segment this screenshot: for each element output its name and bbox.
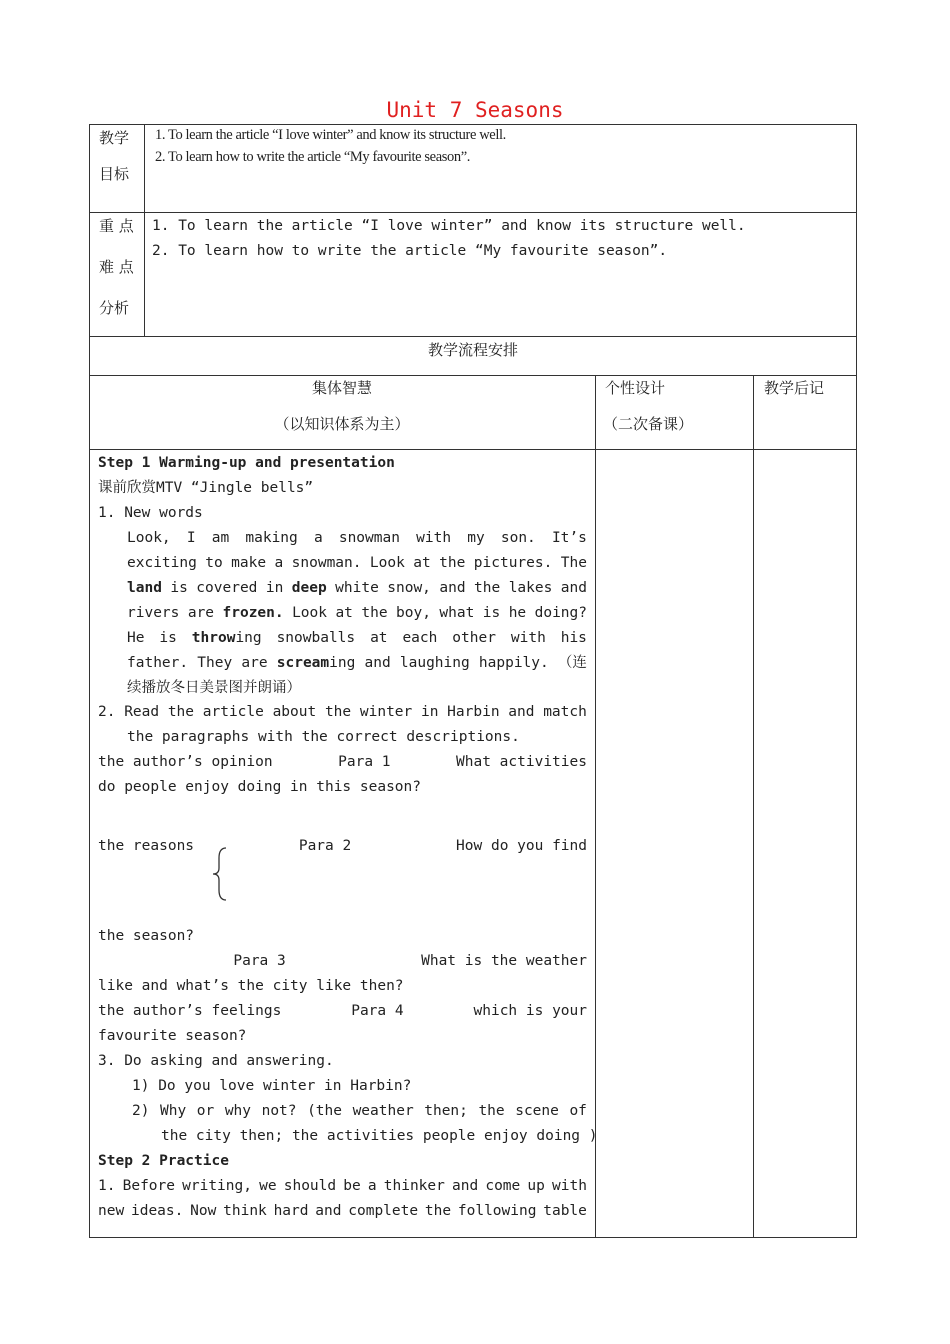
word: father. (127, 655, 189, 671)
word: or (196, 1103, 215, 1119)
word: the (439, 555, 466, 571)
paragraph-end: 续播放冬日美景图并朗诵） (127, 680, 301, 696)
word: Harbin (447, 704, 500, 720)
word: screaming (276, 655, 356, 671)
word: 1. (98, 1178, 116, 1194)
keypoint-item: 1. To learn the article “I love winter” and know its structure well. (152, 218, 746, 234)
word: Why (160, 1103, 187, 1119)
column-divider (595, 375, 596, 1237)
word: doing? (534, 605, 587, 621)
word: white (335, 580, 379, 596)
word: and (560, 580, 587, 596)
word: complete (348, 1203, 419, 1219)
word: Now (190, 1203, 217, 1219)
row-divider (89, 375, 857, 376)
word: are (187, 605, 215, 621)
word: a (274, 555, 284, 571)
word: （连 (557, 655, 587, 671)
word: a (313, 530, 323, 546)
word: not? (261, 1103, 297, 1119)
col1-subtitle: （以知识体系为主） (274, 415, 410, 433)
word: think (223, 1203, 267, 1219)
table-border-right (856, 124, 857, 1237)
match-row-1 (98, 752, 587, 772)
word: match (543, 704, 587, 720)
word: should (283, 1178, 337, 1194)
word: writing, (182, 1178, 252, 1194)
col2-subtitle: （二次备课） (603, 415, 694, 433)
keypoints-label-2: 难 点 (99, 258, 134, 276)
word: my (467, 530, 485, 546)
word: snowballs (276, 630, 356, 646)
document-title: Unit 7 Seasons (386, 98, 564, 122)
word: It’s (551, 530, 587, 546)
word: of (569, 1103, 587, 1119)
intro-line: 课前欣赏MTV “Jingle bells” (98, 480, 314, 496)
word: new (98, 1203, 125, 1219)
objective-item: 1. To learn the article “I love winter” and know its structure well. (155, 127, 506, 143)
paragraph-line (127, 553, 587, 573)
word: land (127, 580, 162, 596)
word: 2) (132, 1103, 150, 1119)
word: with (510, 630, 546, 646)
word: at (370, 630, 388, 646)
objectives-label-2: 目标 (99, 165, 130, 183)
keypoints-label-3: 分析 (99, 299, 130, 317)
process-heading: 教学流程安排 (427, 341, 518, 359)
word: be (343, 1178, 361, 1194)
word: ideas. (130, 1203, 184, 1219)
word: boy, (396, 605, 431, 621)
word: we (259, 1178, 277, 1194)
word: making (245, 530, 298, 546)
keypoints-label-1: 重 点 (99, 217, 134, 235)
paragraph-line (127, 528, 587, 548)
paragraph-line (127, 578, 587, 598)
label-column-divider (144, 124, 145, 336)
word: at (335, 605, 353, 621)
word: are (241, 655, 268, 671)
word: Look (369, 555, 405, 571)
word: I (186, 530, 196, 546)
word: pictures. (473, 555, 553, 571)
word: hard (273, 1203, 309, 1219)
word: throwing (191, 630, 262, 646)
word: snow, (387, 580, 431, 596)
word: other (452, 630, 496, 646)
row-divider (89, 336, 857, 337)
item2-line (98, 702, 587, 722)
match-row-3b: like and what’s the city like then? (98, 978, 404, 994)
word: and (508, 704, 535, 720)
question-2b: the city then; the activities people enjoy doing ) (161, 1128, 598, 1144)
word: which is your (473, 1003, 587, 1019)
word: son. (500, 530, 536, 546)
word: to (205, 555, 223, 571)
word: and (452, 1178, 479, 1194)
word: laughing (399, 655, 470, 671)
word: is (159, 630, 177, 646)
word: with (416, 530, 452, 546)
item1-new-words: 1. New words (98, 505, 203, 521)
word: come (485, 1178, 521, 1194)
word: is (170, 580, 188, 596)
word: deep (291, 580, 327, 596)
word: the (424, 1203, 452, 1219)
word: article (202, 704, 264, 720)
word: lakes (508, 580, 553, 596)
word: Before (122, 1178, 175, 1194)
word: Para 3 (233, 953, 286, 969)
word: he (508, 605, 527, 621)
col1-title: 集体智慧 (311, 379, 372, 397)
word: (the (307, 1103, 342, 1119)
word: a (367, 1178, 377, 1194)
word: What activities (456, 754, 587, 770)
question-1: 1) Do you love winter in Harbin? (132, 1078, 412, 1094)
word: table (543, 1203, 587, 1219)
word: How do you find (456, 838, 587, 854)
word: make (231, 555, 267, 571)
brace-icon (210, 846, 230, 902)
word: the author’s feelings (98, 1003, 282, 1019)
word: am (211, 530, 230, 546)
row-divider (89, 449, 857, 450)
match-row-3 (98, 951, 587, 971)
word: Para 4 (351, 1003, 404, 1019)
item2-line2: the paragraphs with the correct descriptions. (127, 729, 520, 745)
word: each (402, 630, 438, 646)
objective-item: 2. To learn how to write the article “My favourite season”. (155, 149, 470, 165)
word: snowman (338, 530, 400, 546)
word: then; (424, 1103, 468, 1119)
word: frozen. (222, 605, 284, 621)
match-row-4b: favourite season? (98, 1028, 247, 1044)
word: snowman. (291, 555, 362, 571)
objectives-label-1: 教学 (99, 129, 130, 147)
col2-title: 个性设计 (605, 379, 666, 397)
row-divider (89, 212, 857, 213)
word: rivers (127, 605, 180, 621)
word: the (324, 704, 352, 720)
word: why (224, 1103, 252, 1119)
word: Para 2 (298, 838, 352, 854)
word: scene (515, 1103, 559, 1119)
word: Look (292, 605, 327, 621)
step2-heading: Step 2 Practice (98, 1153, 229, 1169)
word: and (439, 580, 466, 596)
word: What is the weather (421, 953, 587, 969)
word: winter (359, 704, 413, 720)
word: with (552, 1178, 587, 1194)
word: Para 1 (338, 754, 391, 770)
table-border-left (89, 124, 90, 1237)
column-divider (753, 375, 754, 1237)
word: in (265, 580, 284, 596)
word: thinker (383, 1178, 445, 1194)
word: and (315, 1203, 342, 1219)
table-border-bottom (89, 1237, 857, 1238)
word: the reasons (98, 838, 195, 854)
word: is (482, 605, 501, 621)
paragraph-line (127, 653, 587, 673)
word: covered (196, 580, 258, 596)
paragraph-line (127, 628, 587, 648)
word: the (361, 605, 388, 621)
item3-line: 3. Do asking and answering. (98, 1053, 334, 1069)
practice-line-2 (98, 1201, 587, 1221)
match-row-2 (98, 836, 587, 856)
word: the (474, 580, 501, 596)
match-row-1b: do people enjoy doing in this season? (98, 779, 422, 795)
word: in (420, 704, 439, 720)
word: Read (124, 704, 160, 720)
step1-heading: Step 1 Warming-up and presentation (98, 455, 395, 471)
word: about (272, 704, 317, 720)
word: Look, (127, 530, 171, 546)
question-2 (132, 1101, 587, 1121)
word: what (439, 605, 475, 621)
word: weather (352, 1103, 414, 1119)
word: the author’s opinion (98, 754, 273, 770)
word: They (197, 655, 233, 671)
word: following (457, 1203, 537, 1219)
word: his (560, 630, 587, 646)
word: at (413, 555, 431, 571)
word: the (478, 1103, 505, 1119)
col3-title: 教学后记 (764, 379, 825, 397)
paragraph-line (127, 603, 587, 623)
word: happily. (478, 655, 549, 671)
word: exciting (127, 555, 197, 571)
match-row-4 (98, 1001, 587, 1021)
word: the (167, 704, 195, 720)
word: 2. (98, 704, 116, 720)
practice-line-1 (98, 1176, 587, 1196)
keypoint-item: 2. To learn how to write the article “My favourite season”. (152, 243, 668, 259)
word: The (560, 555, 587, 571)
word: He (127, 630, 145, 646)
word: up (527, 1178, 545, 1194)
word: and (364, 655, 391, 671)
match-row-2b: the season? (98, 928, 195, 944)
